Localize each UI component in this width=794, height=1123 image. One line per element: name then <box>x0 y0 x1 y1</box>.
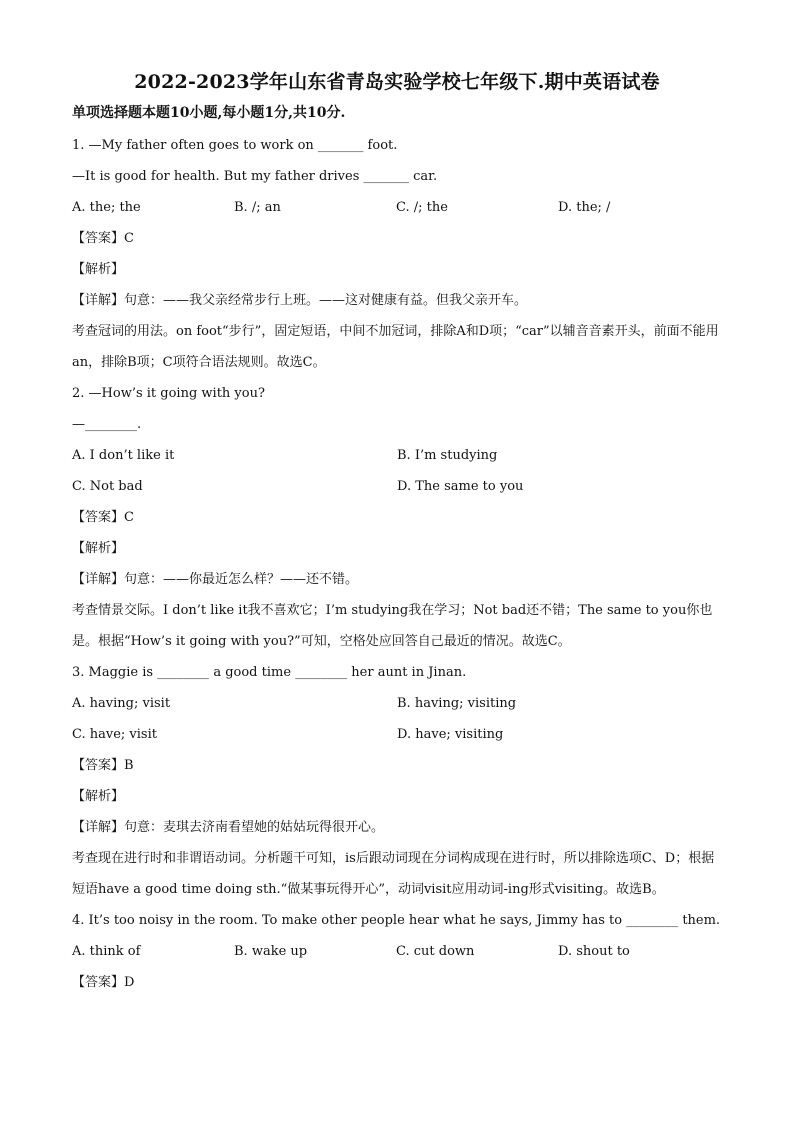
detail-translation: 【详解】句意：——我父亲经常步行上班。——这对健康有益。但我父亲开车。 <box>72 293 528 308</box>
option-d: D. The same to you <box>397 479 524 494</box>
option-b: B. wake up <box>234 944 308 959</box>
detail-explanation: 考查现在进行时和非谓语动词。分析题干可知，is后跟动词现在分词构成现在进行时，所以排除选项C、D；根据短语have a good time doing sth.“做某事玩得开心”，动词visit应用动词-ing形式visiting。故选B。 <box>72 851 715 897</box>
question-3 <box>72 657 722 905</box>
analysis-label: 【解析】 <box>72 541 125 556</box>
option-d: D. the; / <box>558 200 611 215</box>
question-1 <box>72 130 722 378</box>
question-2 <box>72 378 722 657</box>
option-a: A. having; visit <box>72 696 171 711</box>
option-c: C. cut down <box>396 944 475 959</box>
question-4 <box>72 905 722 998</box>
option-a: A. think of <box>72 944 141 959</box>
option-d: D. shout to <box>558 944 630 959</box>
answer-label: 【答案】B <box>72 758 134 773</box>
question-stem: —________. <box>72 417 142 432</box>
options-row <box>72 719 722 750</box>
question-stem: 2. —How’s it going with you? <box>72 386 265 401</box>
options-row <box>72 192 722 223</box>
question-stem: 3. Maggie is ________ a good time ________ her aunt in Jinan. <box>72 665 467 680</box>
detail-translation: 【详解】句意：——你最近怎么样？——还不错。 <box>72 572 359 587</box>
option-a: A. the; the <box>72 200 141 215</box>
option-b: B. I’m studying <box>397 448 498 463</box>
analysis-label: 【解析】 <box>72 789 125 804</box>
question-stem: —It is good for health. But my father drives _______ car. <box>72 169 438 184</box>
answer-label: 【答案】C <box>72 231 134 246</box>
question-stem: 4. It’s too noisy in the room. To make other people hear what he says, Jimmy has to ________ them. <box>72 913 721 928</box>
option-c: C. Not bad <box>72 479 143 494</box>
answer-label: 【答案】C <box>72 510 134 525</box>
option-a: A. I don’t like it <box>72 448 175 463</box>
detail-explanation: 考查情景交际。I don’t like it我不喜欢它；I’m studying我在学习；Not bad还不错；The same to you你也是。根据“How’s it going with you?”可知，空格处应回答自己最近的情况。故选C。 <box>72 603 713 649</box>
options-row <box>72 936 722 967</box>
option-b: B. /; an <box>234 200 281 215</box>
page-title: 2022-2023学年山东省青岛实验学校七年级下.期中英语试卷 <box>134 71 660 93</box>
options-row <box>72 440 722 471</box>
options-row <box>72 688 722 719</box>
option-b: B. having; visiting <box>397 696 517 711</box>
options-row <box>72 471 722 502</box>
question-stem: 1. —My father often goes to work on _______ foot. <box>72 138 398 153</box>
option-c: C. have; visit <box>72 727 157 742</box>
answer-label: 【答案】D <box>72 975 135 990</box>
detail-translation: 【详解】句意：麦琪去济南看望她的姑姑玩得很开心。 <box>72 820 385 835</box>
analysis-label: 【解析】 <box>72 262 125 277</box>
detail-explanation: 考查冠词的用法。on foot“步行”，固定短语，中间不加冠词，排除A和D项；“car”以辅音音素开头，前面不能用an，排除B项；C项符合语法规则。故选C。 <box>72 324 719 370</box>
option-c: C. /; the <box>396 200 448 215</box>
option-d: D. have; visiting <box>397 727 504 742</box>
section-header: 单项选择题本题10小题,每小题1分,共10分. <box>72 105 346 121</box>
